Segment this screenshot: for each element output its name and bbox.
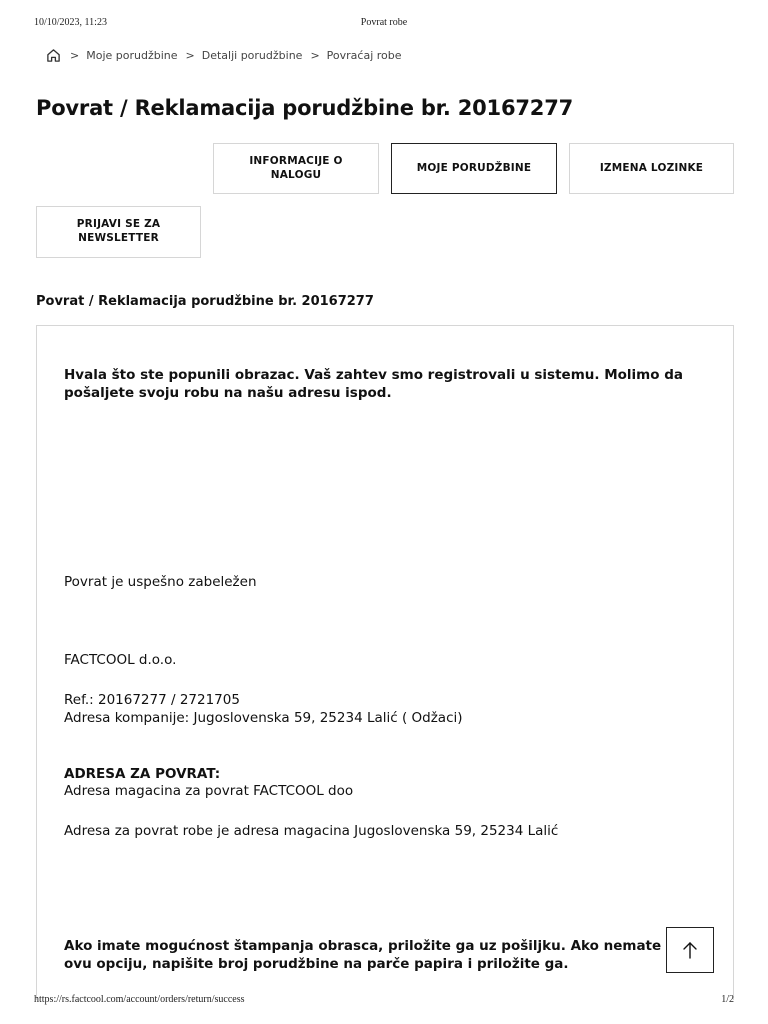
thanks-message: Hvala što ste popunili obrazac. Vaš zahtev smo registrovali u sistemu. Molimo da pošaljete svoju robu na našu adresu ispod.: [64, 367, 683, 401]
print-header: [34, 17, 734, 31]
breadcrumb-separator: >: [310, 48, 320, 62]
success-message: Povrat je uspešno zabeležen: [64, 574, 257, 590]
newsletter-signup-button[interactable]: PRIJAVI SE ZA NEWSLETTER: [36, 206, 201, 258]
return-success-panel: [36, 325, 734, 1000]
breadcrumb-separator: >: [185, 48, 195, 62]
my-orders-button[interactable]: MOJE PORUDŽBINE: [391, 143, 557, 194]
reference-number: Ref.: 20167277 / 2721705: [64, 692, 240, 708]
print-instructions: Ako imate mogućnost štampanja obrasca, priložite ga uz pošiljku. Ako nemate ovu opciju, napišite broj porudžbine na parče papira i priložite ga.: [64, 938, 662, 972]
return-address-label: ADRESA ZA POVRAT:: [64, 766, 221, 782]
breadcrumb-separator: >: [70, 48, 80, 62]
scroll-to-top-button[interactable]: [666, 927, 714, 973]
return-address: Adresa za povrat robe je adresa magacina Jugoslovenska 59, 25234 Lalić: [64, 823, 559, 839]
breadcrumb-return[interactable]: Povraćaj robe: [326, 48, 402, 62]
breadcrumb: [46, 47, 402, 63]
page-title: Povrat / Reklamacija porudžbine br. 20167277: [36, 96, 574, 120]
print-footer: [34, 994, 734, 1008]
print-url: https://rs.factcool.com/account/orders/return/success: [34, 994, 245, 1005]
breadcrumb-my-orders[interactable]: Moje porudžbine: [86, 48, 178, 62]
company-name: FACTCOOL d.o.o.: [64, 652, 177, 668]
change-password-button[interactable]: IZMENA LOZINKE: [569, 143, 734, 194]
print-page-title: Povrat robe: [360, 17, 408, 28]
warehouse-name: Adresa magacina za povrat FACTCOOL doo: [64, 783, 354, 799]
home-icon[interactable]: [46, 47, 62, 63]
company-address: Adresa kompanije: Jugoslovenska 59, 25234 Lalić ( Odžaci): [64, 710, 463, 726]
print-timestamp: 10/10/2023, 11:23: [34, 17, 107, 28]
print-page-number: 1/2: [721, 994, 734, 1005]
arrow-up-icon: [681, 940, 699, 960]
account-info-button[interactable]: INFORMACIJE O NALOGU: [213, 143, 379, 194]
breadcrumb-order-details[interactable]: Detalji porudžbine: [201, 48, 303, 62]
section-heading: Povrat / Reklamacija porudžbine br. 20167277: [36, 294, 374, 309]
